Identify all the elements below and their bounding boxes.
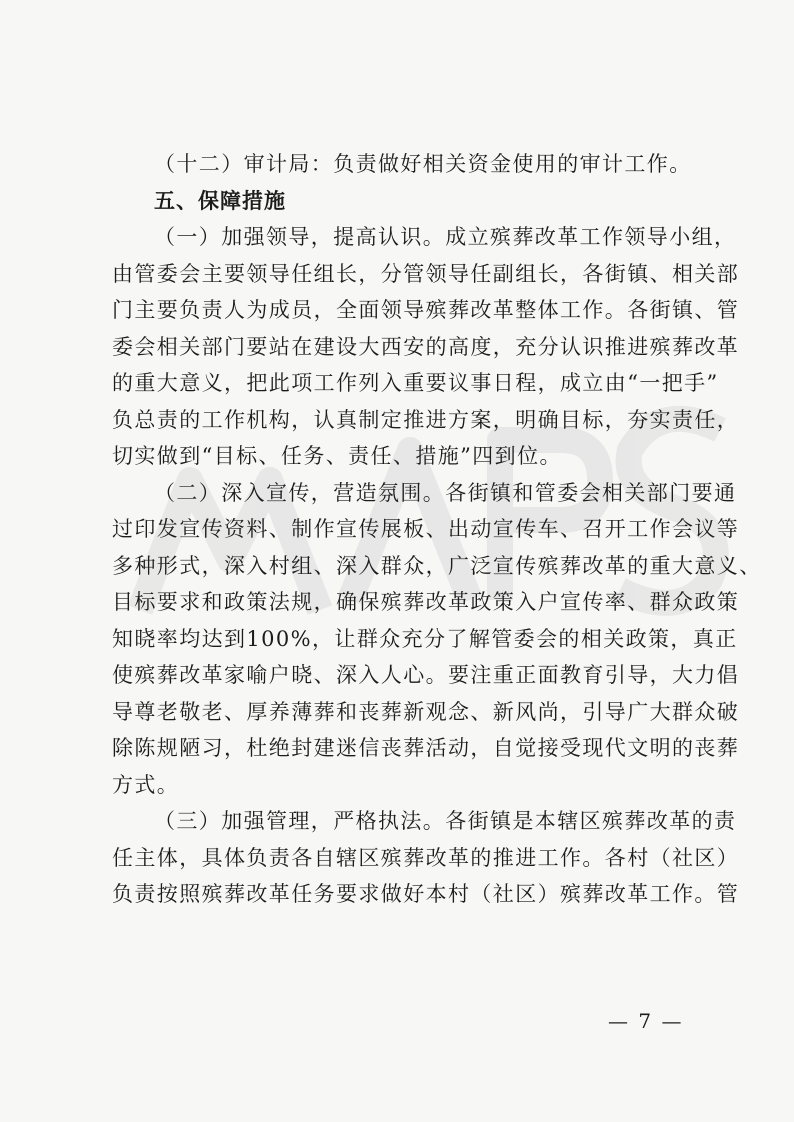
paragraph-line: 负责按照殡葬改革任务要求做好本村（社区）殡葬改革工作。管 bbox=[112, 882, 740, 906]
paragraph-line: （十二）审计局：负责做好相关资金使用的审计工作。 bbox=[154, 152, 692, 176]
paragraph-line: 导尊老敬老、厚养薄葬和丧葬新观念、新风尚，引导广大群众破 bbox=[112, 699, 740, 724]
section-heading: 五、保障措施 bbox=[154, 188, 286, 213]
page-number: — 7 — bbox=[608, 1009, 684, 1033]
paragraph-line: 切实做到“目标、任务、责任、措施”四到位。 bbox=[112, 444, 562, 468]
paragraph-line: （二）深入宣传，营造氛围。各街镇和管委会相关部门要通 bbox=[154, 480, 737, 505]
paragraph-line: 门主要负责人为成员，全面领导殡葬改革整体工作。各街镇、管 bbox=[112, 298, 740, 322]
paragraph-line: 多种形式，深入村组、深入群众，广泛宣传殡葬改革的重大意义、 bbox=[112, 553, 762, 578]
paragraph-line: 方式。 bbox=[112, 772, 180, 797]
paragraph-line: （一）加强领导，提高认识。成立殡葬改革工作领导小组， bbox=[154, 225, 737, 249]
paragraph-line: 任主体，具体负责各自辖区殡葬改革的推进工作。各村（社区） bbox=[112, 845, 740, 870]
paragraph-line: 由管委会主要领导任组长，分管领导任副组长，各街镇、相关部 bbox=[112, 261, 740, 286]
paragraph-line: 知晓率均达到100%，让群众充分了解管委会的相关政策，真正 bbox=[112, 626, 738, 651]
paragraph-line: 负总责的工作机构，认真制定推进方案，明确目标，夯实责任， bbox=[112, 407, 740, 432]
paragraph-line: 使殡葬改革家喻户晓、深入人心。要注重正面教育引导，大力倡 bbox=[112, 663, 740, 687]
paragraph-line: （三）加强管理，严格执法。各街镇是本辖区殡葬改革的责 bbox=[154, 809, 737, 833]
paragraph-line: 委会相关部门要站在建设大西安的高度，充分认识推进殡葬改革 bbox=[112, 334, 740, 359]
paragraph-line: 的重大意义，把此项工作列入重要议事日程，成立由“一把手” bbox=[112, 371, 719, 395]
paragraph-line: 过印发宣传资料、制作宣传展板、出动宣传车、召开工作会议等 bbox=[112, 517, 740, 541]
body-text bbox=[112, 146, 762, 913]
paragraph-line: 目标要求和政策法规，确保殡葬改革政策入户宣传率、群众政策 bbox=[112, 590, 740, 614]
paragraph-line: 除陈规陋习，杜绝封建迷信丧葬活动，自觉接受现代文明的丧葬 bbox=[112, 736, 740, 760]
